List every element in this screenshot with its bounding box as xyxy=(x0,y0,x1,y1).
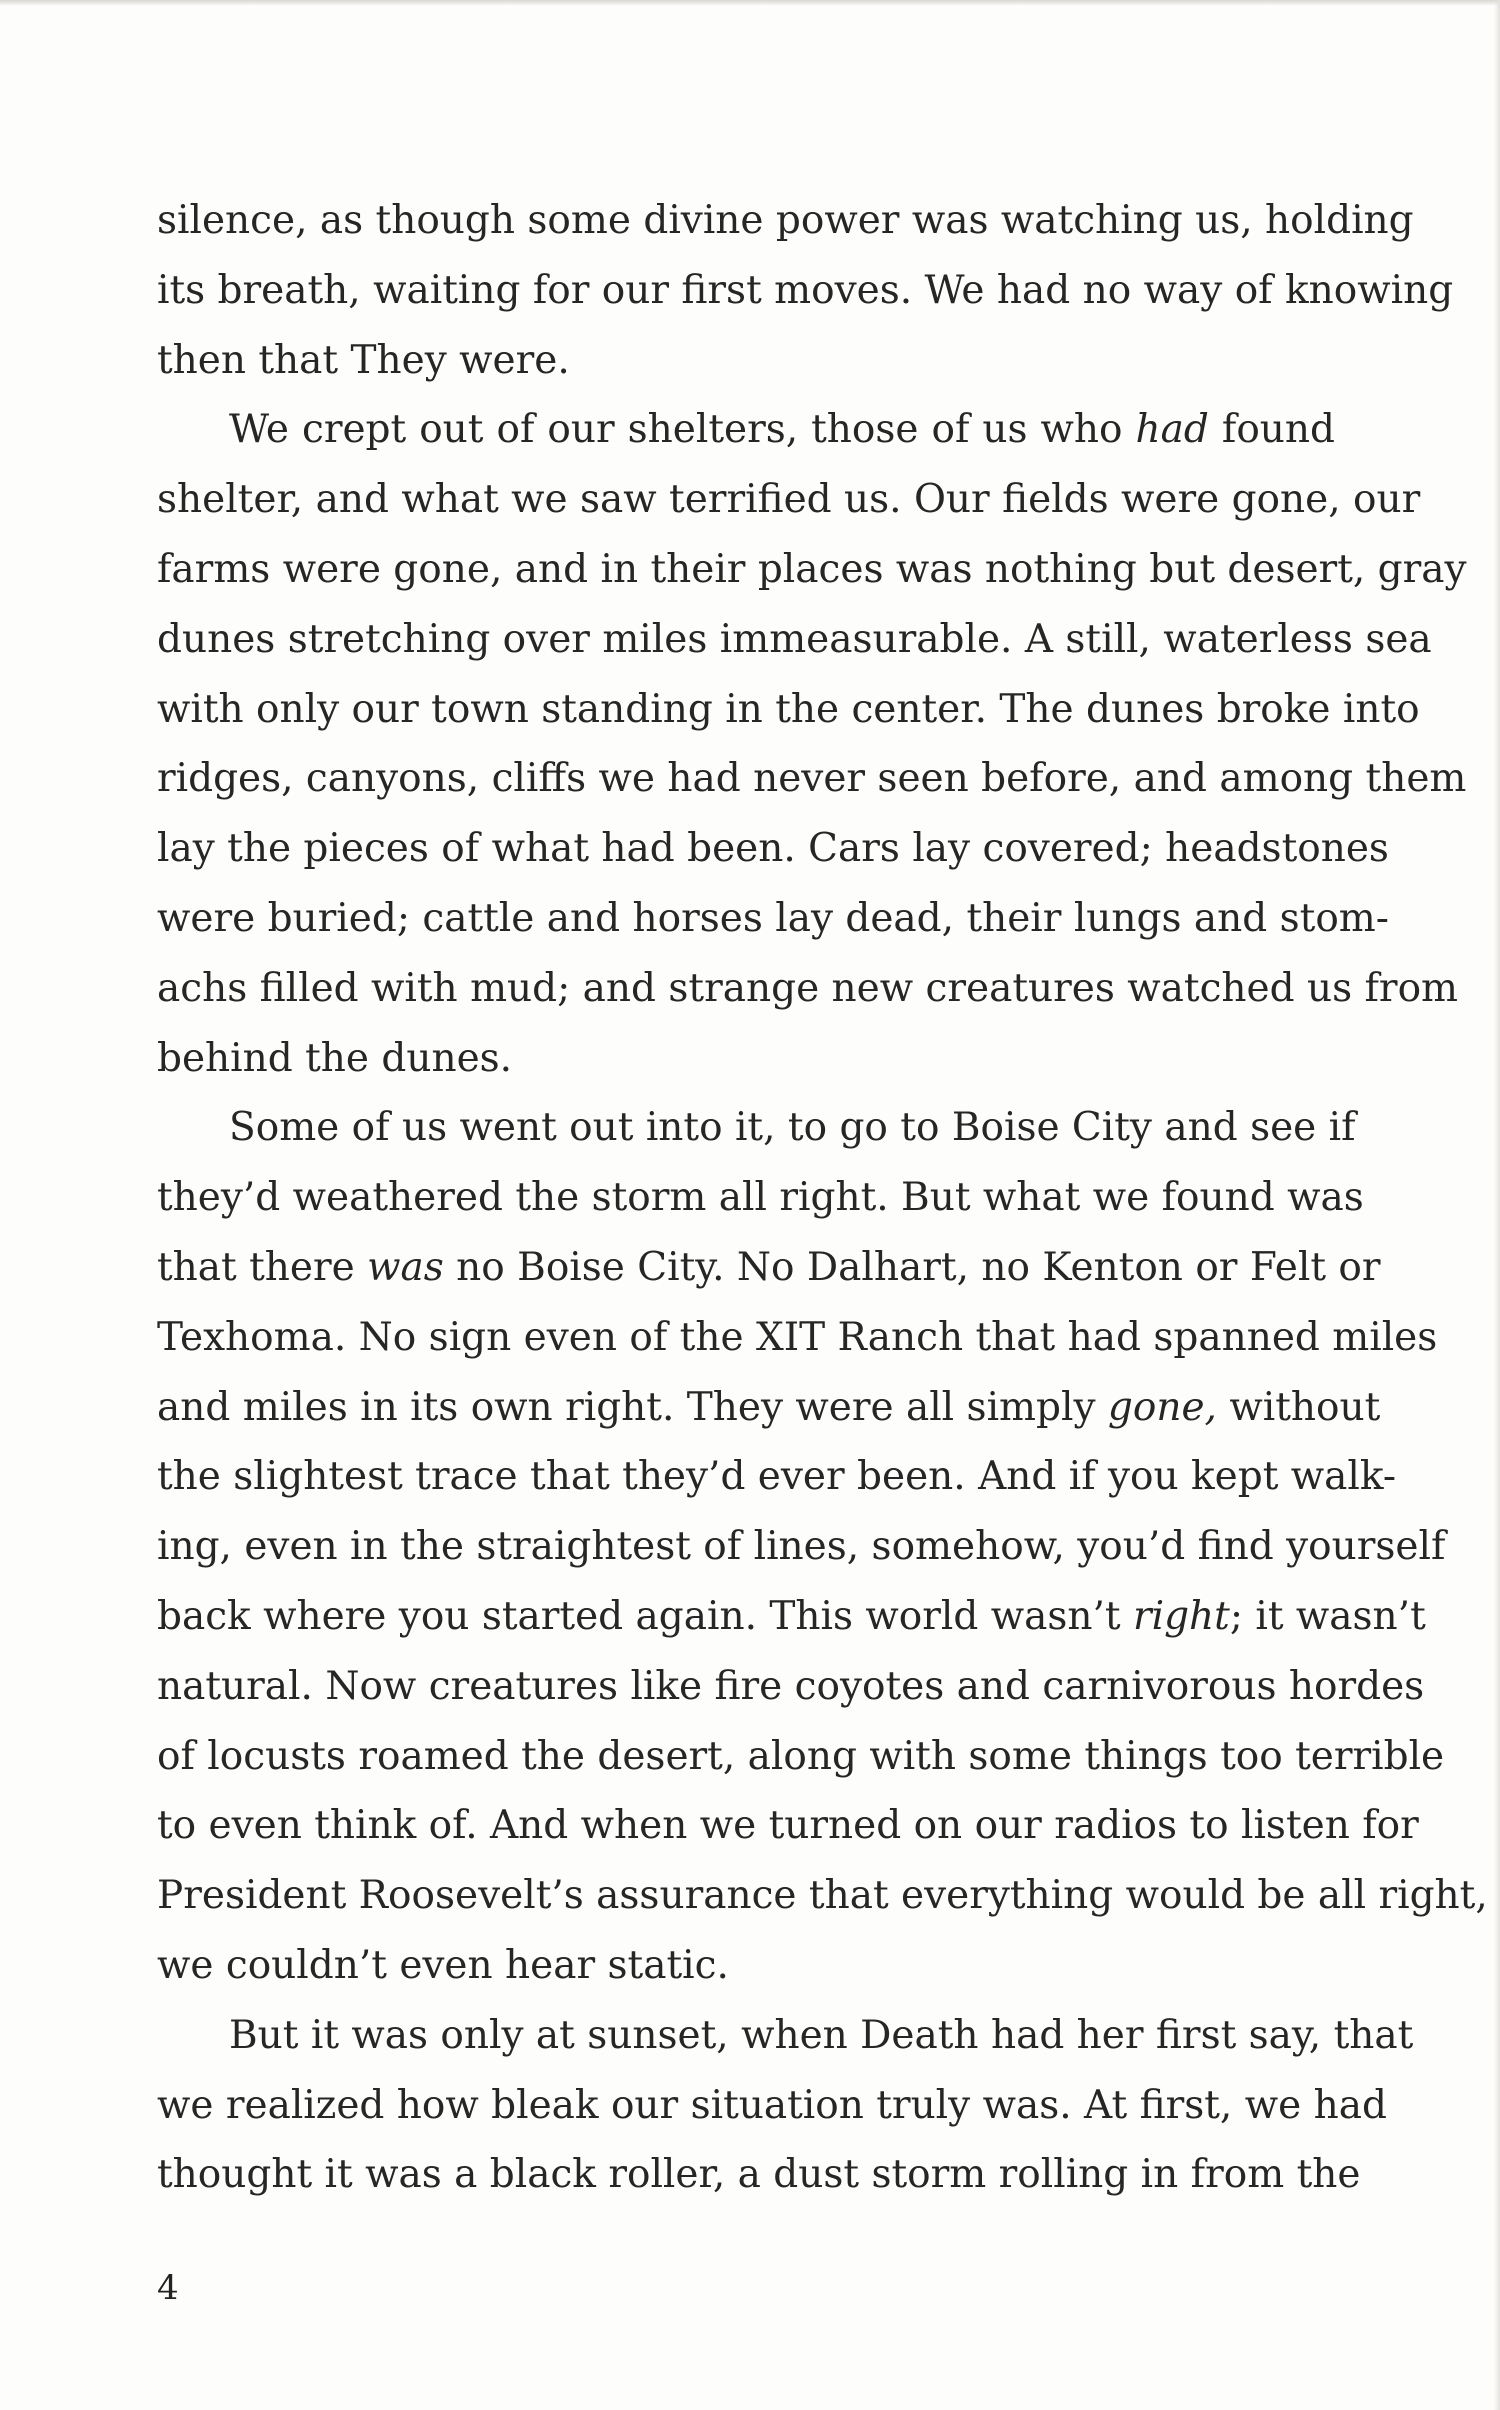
text-line: natural. Now creatures like fire coyotes and carnivorous hordes xyxy=(157,1663,1425,1709)
text-line: farms were gone, and in their places was nothing but desert, gray xyxy=(157,546,1467,592)
text-line: achs filled with mud; and strange new creatures watched us from xyxy=(157,965,1459,1011)
italic-text: gone, xyxy=(1107,1384,1217,1430)
text-line: Texhoma. No sign even of the XIT Ranch that had spanned miles xyxy=(157,1314,1438,1360)
text-line: Some of us went out into it, to go to Boise City and see if xyxy=(229,1105,1356,1151)
text-line: with only our town standing in the center. The dunes broke into xyxy=(157,686,1420,732)
text-line: President Roosevelt’s assurance that everything would be all right, xyxy=(157,1873,1488,1919)
text-line: the slightest trace that they’d ever been. And if you kept walk- xyxy=(157,1454,1397,1500)
text-line: shelter, and what we saw terrified us. Our fields were gone, our xyxy=(157,477,1421,523)
text-line: we realized how bleak our situation truly was. At first, we had xyxy=(157,2082,1387,2128)
text-line: its breath, waiting for our first moves. We had no way of knowing xyxy=(157,267,1454,313)
text-line: But it was only at sunset, when Death had her first say, that xyxy=(229,2012,1414,2058)
page-number: 4 xyxy=(157,2268,179,2308)
text-line: were buried; cattle and horses lay dead, their lungs and stom- xyxy=(157,895,1389,941)
text-line: ridges, canyons, cliffs we had never seen before, and among them xyxy=(157,756,1467,802)
text-line: thought it was a black roller, a dust storm rolling in from the xyxy=(157,2152,1361,2198)
text-line: of locusts roamed the desert, along with some things too terrible xyxy=(157,1733,1445,1779)
paragraph-p1 xyxy=(157,186,1454,395)
text-line: then that They were. xyxy=(157,337,570,383)
paragraph-p4 xyxy=(157,2001,1414,2210)
italic-text: was xyxy=(367,1244,444,1290)
text-line: and miles in its own right. They were all simply gone, without xyxy=(157,1384,1381,1430)
text-line: we couldn’t even hear static. xyxy=(157,1942,729,1988)
paragraph-p2 xyxy=(157,395,1467,1093)
page-top-edge xyxy=(0,0,1500,6)
page-right-edge xyxy=(1494,0,1500,2410)
text-line: they’d weathered the storm all right. But what we found was xyxy=(157,1175,1364,1221)
text-line: back where you started again. This world wasn’t right; it wasn’t xyxy=(157,1593,1426,1639)
text-line: silence, as though some divine power was watching us, holding xyxy=(157,198,1414,243)
text-line: to even think of. And when we turned on our radios to listen for xyxy=(157,1803,1419,1849)
text-line: ing, even in the straightest of lines, somehow, you’d find yourself xyxy=(157,1524,1446,1570)
text-line: lay the pieces of what had been. Cars lay covered; headstones xyxy=(157,826,1389,872)
text-line: We crept out of our shelters, those of us who had found xyxy=(229,407,1335,453)
text-line: behind the dunes. xyxy=(157,1035,513,1081)
text-line: that there was no Boise City. No Dalhart, no Kenton or Felt or xyxy=(157,1244,1381,1290)
paragraph-p3 xyxy=(157,1093,1488,2000)
italic-text: had xyxy=(1135,407,1209,453)
italic-text: right xyxy=(1132,1593,1230,1639)
text-line: dunes stretching over miles immeasurable. A still, waterless sea xyxy=(157,616,1432,662)
body-text xyxy=(157,186,1488,2210)
